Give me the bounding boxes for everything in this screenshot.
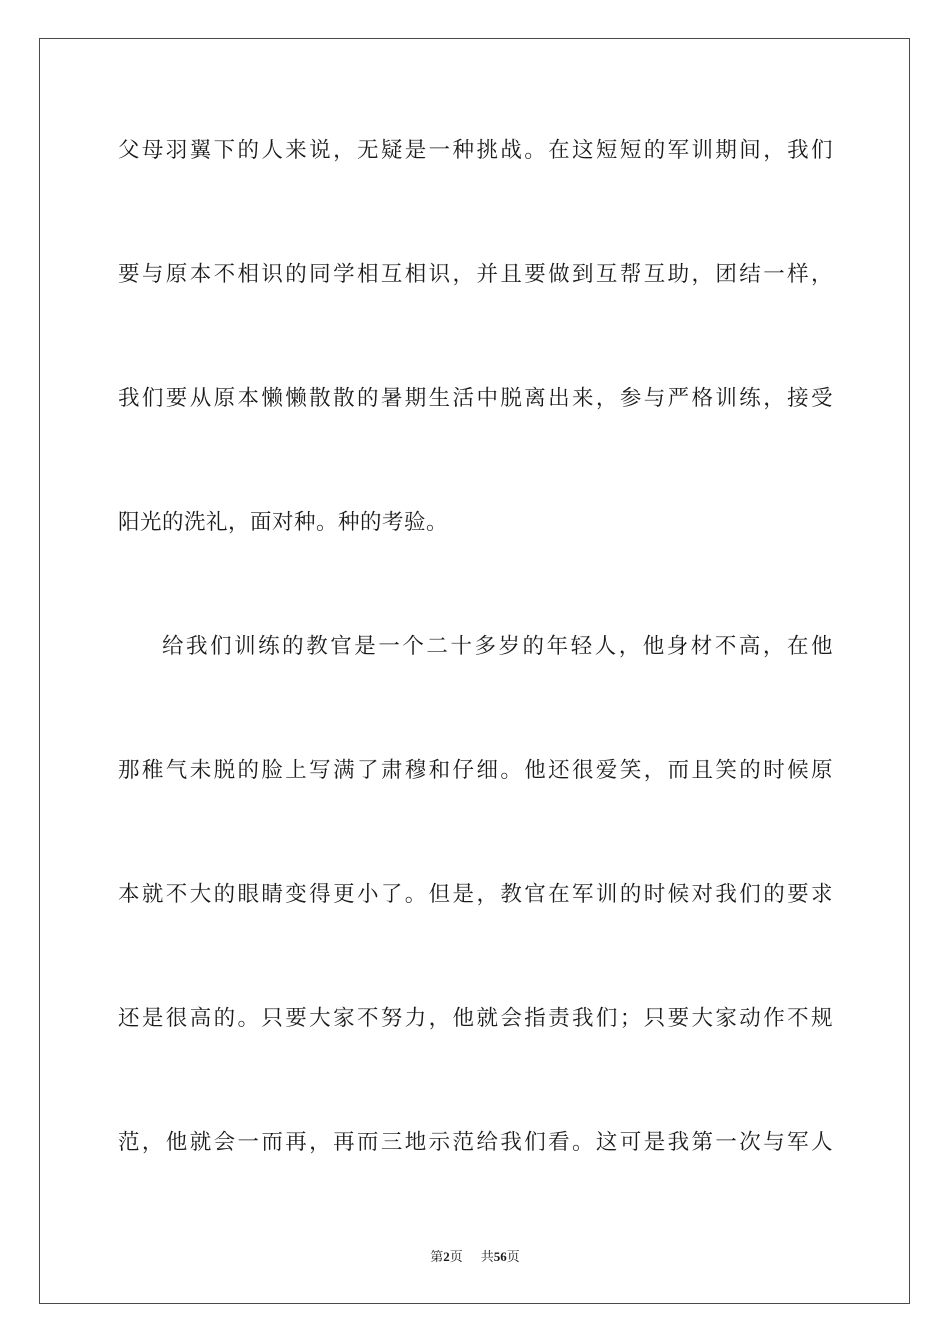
text-line-3: 我们要从原本懒懒散散的暑期生活中脱离出来，参与严格训练，接受 bbox=[118, 386, 833, 411]
text-line-4: 阳光的洗礼，面对种。种的考验。 bbox=[118, 510, 449, 535]
footer-total-suffix: 页 bbox=[506, 1250, 520, 1265]
footer-page-suffix: 页 bbox=[449, 1250, 463, 1265]
footer-total-pages: 56 bbox=[493, 1249, 507, 1264]
text-line-8: 还是很高的。只要大家不努力，他就会指责我们；只要大家动作不规 bbox=[118, 1006, 833, 1031]
footer-page-number: 2 bbox=[443, 1249, 450, 1264]
page-footer bbox=[0, 1248, 950, 1267]
footer-total-prefix: 共 bbox=[480, 1250, 494, 1265]
page-border bbox=[39, 38, 910, 1304]
text-line-9: 范，他就会一而再，再而三地示范给我们看。这可是我第一次与军人 bbox=[118, 1130, 833, 1155]
text-line-5-paragraph-start: 给我们训练的教官是一个二十多岁的年轻人，他身材不高，在他 bbox=[162, 634, 833, 659]
text-line-6: 那稚气未脱的脸上写满了肃穆和仔细。他还很爱笑，而且笑的时候原 bbox=[118, 758, 833, 783]
text-line-1: 父母羽翼下的人来说，无疑是一种挑战。在这短短的军训期间，我们 bbox=[118, 138, 833, 163]
footer-page-prefix: 第 bbox=[430, 1250, 444, 1265]
text-line-2: 要与原本不相识的同学相互相识，并且要做到互帮互助，团结一样， bbox=[118, 262, 833, 287]
text-line-7: 本就不大的眼睛变得更小了。但是，教官在军训的时候对我们的要求 bbox=[118, 882, 833, 907]
